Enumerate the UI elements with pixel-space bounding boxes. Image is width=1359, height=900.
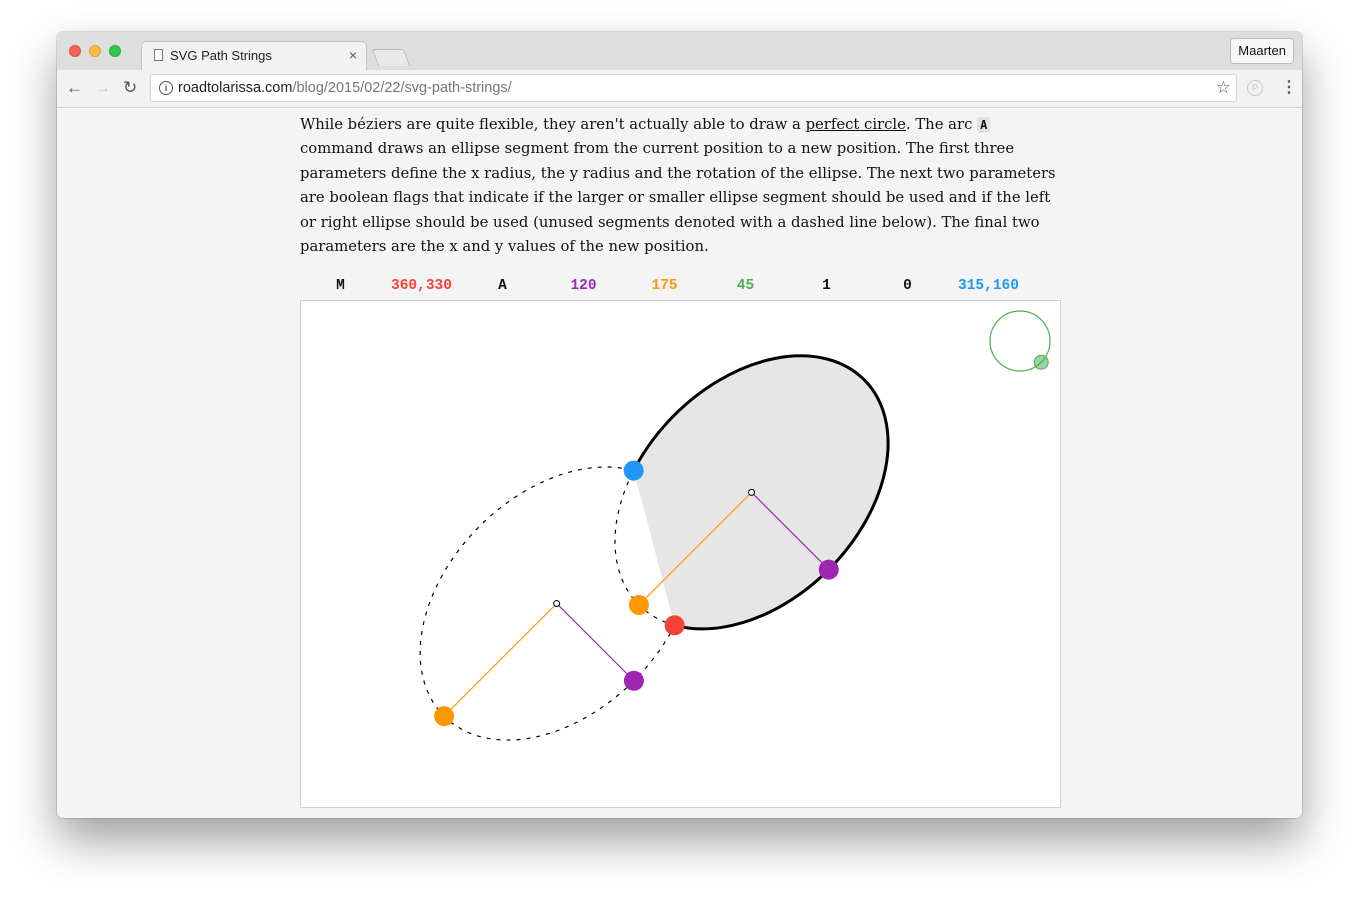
arc-command: A bbox=[498, 278, 507, 294]
y-radius-handle-2 bbox=[434, 706, 454, 726]
x-radius-handle-2 bbox=[624, 671, 644, 691]
profile-button[interactable]: Maarten bbox=[1230, 38, 1294, 64]
browser-window bbox=[57, 32, 1302, 818]
rotation-handle bbox=[1034, 355, 1048, 369]
url-text[interactable] bbox=[178, 80, 512, 96]
arc-command-code: A bbox=[977, 117, 990, 133]
article-text-2: . The arc bbox=[905, 116, 978, 133]
ellipse-center-1 bbox=[749, 489, 755, 495]
end-point-handle bbox=[624, 461, 644, 481]
end-point-value: 315,160 bbox=[958, 278, 1019, 294]
new-tab-button[interactable] bbox=[372, 49, 410, 66]
close-icon[interactable]: × bbox=[348, 47, 357, 63]
rotation-value: 45 bbox=[736, 278, 755, 294]
perfect-circle-link[interactable]: perfect circle bbox=[805, 116, 906, 133]
moveto-command: M bbox=[336, 278, 345, 294]
arc-diagram-canvas bbox=[300, 300, 1061, 808]
x-radius-value: 120 bbox=[570, 278, 597, 294]
back-arrow-icon[interactable]: ← bbox=[66, 78, 83, 97]
browser-toolbar bbox=[57, 70, 1302, 108]
menu-icon[interactable]: ⋮ bbox=[1281, 79, 1297, 96]
x-radius-handle-1 bbox=[819, 560, 839, 580]
tab-title: SVG Path Strings bbox=[170, 48, 272, 63]
star-icon[interactable]: ☆ bbox=[1215, 78, 1231, 97]
article-text-1: While béziers are quite flexible, they aren't actually able to draw a bbox=[300, 116, 806, 133]
large-arc-flag-value: 1 bbox=[822, 278, 831, 294]
sweep-flag-value: 0 bbox=[903, 278, 912, 294]
arc-fill bbox=[634, 356, 888, 629]
window-close-button[interactable] bbox=[69, 45, 81, 57]
y-radius-line-2 bbox=[444, 604, 557, 717]
y-radius-handle-1 bbox=[629, 595, 649, 615]
page-content bbox=[57, 108, 1302, 818]
info-icon[interactable]: i bbox=[159, 81, 173, 95]
title-bar bbox=[57, 32, 1302, 70]
y-radius-value: 175 bbox=[651, 278, 678, 294]
tab-svg-path-strings[interactable] bbox=[141, 41, 367, 70]
extension-icon[interactable]: P bbox=[1247, 80, 1263, 96]
forward-arrow-icon[interactable]: → bbox=[94, 78, 111, 97]
start-point-value: 360,330 bbox=[391, 278, 452, 294]
window-maximize-button[interactable] bbox=[109, 45, 121, 57]
article-paragraph bbox=[300, 113, 1060, 259]
arc-diagram bbox=[301, 301, 1060, 807]
path-command-row bbox=[300, 278, 1061, 300]
url-path: /blog/2015/02/22/svg-path-strings/ bbox=[292, 80, 512, 96]
reload-icon[interactable]: ↻ bbox=[123, 78, 138, 97]
start-point-handle bbox=[665, 615, 685, 635]
x-radius-line-2 bbox=[557, 604, 634, 681]
url-domain: roadtolarissa.com bbox=[178, 80, 293, 96]
ellipse-center-2 bbox=[554, 601, 560, 607]
window-minimize-button[interactable] bbox=[89, 45, 101, 57]
address-bar[interactable] bbox=[150, 74, 1237, 102]
document-icon bbox=[154, 49, 163, 61]
article-text-3: command draws an ellipse segment from the current position to a new position. The first three parameters define the x radius, the y radius and the rotation of the ellipse. The next two parameters are boolean flags that indicate if the larger or smaller ellipse segment should be used and if the left or right ellipse should be used (unused segments denoted with a dashed line below). The final two parameters are the x and y values of the new position. bbox=[300, 140, 1056, 256]
